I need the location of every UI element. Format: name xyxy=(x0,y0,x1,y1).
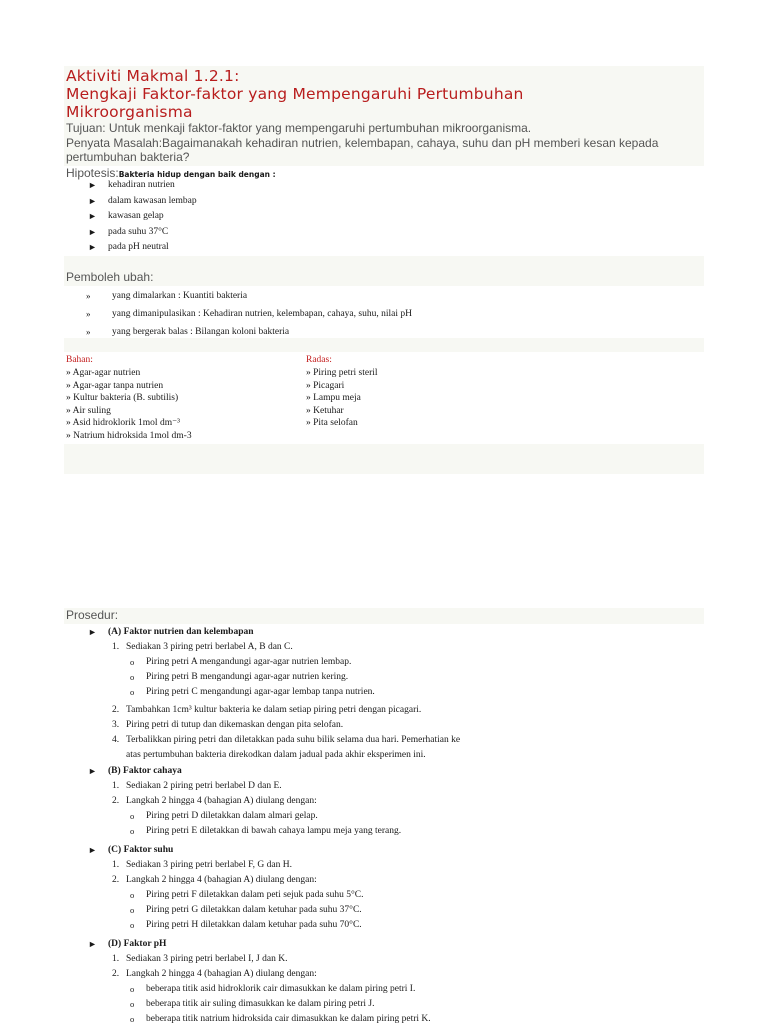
tujuan-text: Tujuan: Untuk menkaji faktor-faktor yang mempengaruhi pertumbuhan mikroorganisma. xyxy=(66,121,532,135)
step: 2. Langkah 2 hingga 4 (bahagian A) diulang dengan: xyxy=(112,796,317,806)
bahan-item: » Natrium hidroksida 1mol dm-3 xyxy=(66,430,192,441)
radas-item: » Piring petri steril xyxy=(306,368,378,378)
radas-item: » Pita selofan xyxy=(306,418,358,429)
list-item: ► kawasan gelap xyxy=(88,211,164,221)
section-a-title: ► (A) Faktor nutrien dan kelembapan xyxy=(88,627,254,637)
section-c-title: ► (C) Faktor suhu xyxy=(88,845,174,855)
radas-item: » Picagari xyxy=(306,380,345,391)
step: 1. Sediakan 2 piring petri berlabel D dan E. xyxy=(112,781,282,791)
list-item: ► pada suhu 37°C xyxy=(88,226,169,237)
list-item: » yang bergerak balas : Bilangan koloni bakteria xyxy=(86,327,290,337)
radas-item: » Ketuhar xyxy=(306,405,344,416)
penyata-line-2: pertumbuhan bakteria? xyxy=(66,150,190,164)
step: 1. Sediakan 3 piring petri berlabel I, J dan K. xyxy=(112,954,288,964)
substep: o Piring petri C mengandungi agar-agar lembap tanpa nutrien. xyxy=(130,687,375,697)
step: 2. Tambahkan 1cm³ kultur bakteria ke dalam setiap piring petri dengan picagari. xyxy=(112,705,422,715)
substep: o Piring petri B mengandungi agar-agar nutrien kering. xyxy=(130,672,349,682)
penyata-line-1: Penyata Masalah:Bagaimanakah kehadiran nutrien, kelembapan, cahaya, suhu dan pH memberi kesan kepada xyxy=(66,136,659,150)
substep: o Piring petri E diletakkan di bawah cahaya lampu meja yang terang. xyxy=(130,826,402,836)
substep: o beberapa titik air suling dimasukkan ke dalam piring petri J. xyxy=(130,999,375,1009)
title-line-2: Mengkaji Faktor-faktor yang Mempengaruhi Pertumbuhan xyxy=(66,85,524,103)
step: 1. Sediakan 3 piring petri berlabel A, B dan C. xyxy=(112,642,293,652)
list-item: ► dalam kawasan lembap xyxy=(88,195,197,206)
bahan-label: Bahan: xyxy=(66,355,93,365)
step: 1. Sediakan 3 piring petri berlabel F, G dan H. xyxy=(112,860,292,870)
list-item: ► kehadiran nutrien xyxy=(88,180,175,190)
substep: o Piring petri A mengandungi agar-agar nutrien lembap. xyxy=(130,657,352,667)
radas-item: » Lampu meja xyxy=(306,393,361,404)
substep: o Piring petri D diletakkan dalam almari gelap. xyxy=(130,811,318,821)
variables-band xyxy=(64,256,704,286)
radas-section xyxy=(306,354,536,430)
bahan-item: » Agar-agar tanpa nutrien xyxy=(66,380,164,391)
substep: o beberapa titik asid hidroklorik cair dimasukkan ke dalam piring petri I. xyxy=(130,984,416,994)
step-continued: atas pertumbuhan bakteria direkodkan dalam jadual pada akhir eksperimen ini. xyxy=(126,750,426,760)
bahan-item: » Kultur bakteria (B. subtilis) xyxy=(66,393,179,404)
hipotesis-label: Hipotesis: xyxy=(66,166,119,180)
step: 3. Piring petri di tutup dan dikemaskan dengan pita selofan. xyxy=(112,720,344,730)
list-item: » yang dimalarkan : Kuantiti bakteria xyxy=(86,291,248,301)
list-item: ► pada pH neutral xyxy=(88,242,169,252)
page-title xyxy=(66,67,702,121)
title-line-1: Aktiviti Makmal 1.2.1: xyxy=(66,67,240,85)
substep: o Piring petri F diletakkan dalam peti sejuk pada suhu 5°C. xyxy=(130,890,364,900)
substep: o Piring petri G diletakkan dalam ketuhar pada suhu 37°C. xyxy=(130,905,362,915)
bahan-item: » Air suling xyxy=(66,405,111,416)
radas-label: Radas: xyxy=(306,355,332,365)
procedure-band xyxy=(64,608,704,624)
section-d-title: ► (D) Faktor pH xyxy=(88,939,167,949)
penyata-masalah xyxy=(66,136,706,164)
bahan-item: » Agar-agar nutrien xyxy=(66,368,141,378)
materials-footer-band xyxy=(64,444,704,474)
pemboleh-label: Pemboleh ubah: xyxy=(66,270,154,284)
list-item: » yang dimanipulasikan : Kehadiran nutrien, kelembapan, cahaya, suhu, nilai pH xyxy=(86,309,412,319)
hipotesis-list xyxy=(88,178,197,256)
substep: o Piring petri H diletakkan dalam ketuhar pada suhu 70°C. xyxy=(130,920,362,930)
step: 2. Langkah 2 hingga 4 (bahagian A) diulang dengan: xyxy=(112,969,317,979)
section-b-title: ► (B) Faktor cahaya xyxy=(88,766,182,776)
bahan-item: » Asid hidroklorik 1mol dm⁻³ xyxy=(66,418,180,429)
bahan-section xyxy=(66,354,296,443)
pemboleh-list xyxy=(86,287,412,341)
substep: o beberapa titik natrium hidroksida cair dimasukkan ke dalam piring petri K. xyxy=(130,1014,431,1024)
prosedur-label: Prosedur: xyxy=(66,608,119,622)
prosedur-body xyxy=(66,625,706,1027)
step: 4. Terbalikkan piring petri dan diletakkan pada suhu bilik selama dua hari. Pemerhatian ke xyxy=(112,735,461,745)
hipotesis-lead: Bakteria hidup dengan baik dengan : xyxy=(118,170,276,179)
step: 2. Langkah 2 hingga 4 (bahagian A) diulang dengan: xyxy=(112,875,317,885)
title-line-3: Mikroorganisma xyxy=(66,103,193,121)
